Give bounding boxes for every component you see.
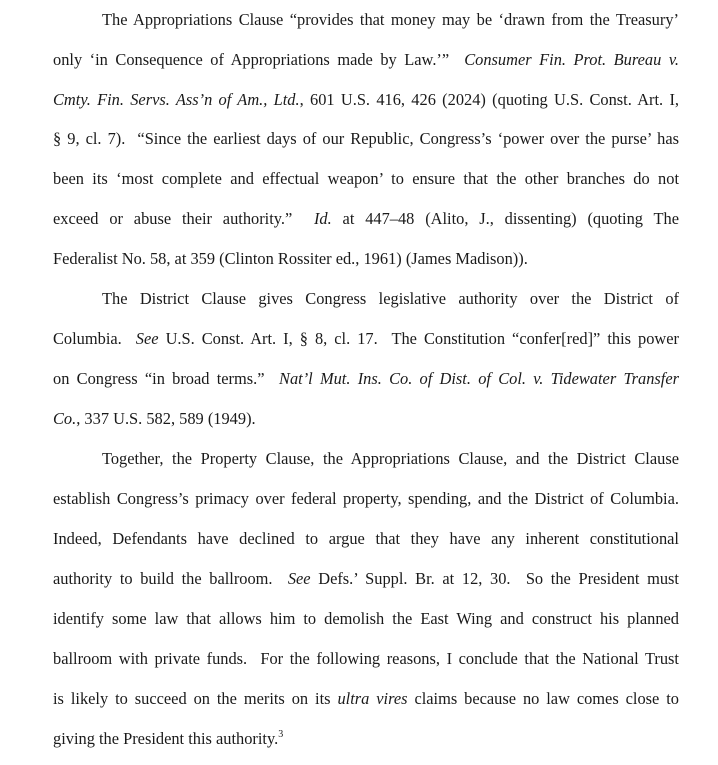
text-line [102,288,679,310]
text-line [53,168,679,190]
italic-citation-text: Nat’l Mut. Ins. Co. of Dist. of Col. v. Tidewater Transfer [279,369,680,388]
text-line [102,9,679,31]
italic-citation-text: See [135,329,159,348]
body-text: , 601 U.S. 416, 426 (2024) (quoting U.S. Const. Art. I, [299,90,679,109]
body-text: Federalist No. 58, at 359 (Clinton Rossiter ed., 1961) (James Madison)). [53,249,528,268]
body-text: on Congress “in broad terms.” [53,369,280,388]
text-line [53,568,679,590]
text-line [53,49,679,71]
body-text: at 447–48 (Alito, J., dissenting) (quoting The [331,209,679,228]
text-line [53,89,679,111]
italic-citation-text: ultra vires [337,689,408,708]
text-line [53,488,679,510]
body-text: identify some law that allows him to demolish the East Wing and construct his planned [53,609,679,628]
text-line [53,408,679,430]
italic-citation-text: Id. [313,209,332,228]
body-text: Defs.’ Suppl. Br. at 12, 30. So the President must [310,569,679,588]
body-text: claims because no law comes close to [407,689,679,708]
text-line [53,328,679,350]
body-text: authority to build the ballroom. [53,569,288,588]
body-text: The District Clause gives Congress legislative authority over the District of [102,289,679,308]
text-line [53,128,679,150]
text-line [53,528,679,550]
body-text: been its ‘most complete and effectual weapon’ to ensure that the other branches do not [53,169,679,188]
text-line [53,608,679,630]
text-line [102,448,679,470]
text-line [53,648,679,670]
body-text: Indeed, Defendants have declined to argue that they have any inherent constitutional [53,529,679,548]
italic-citation-text: Consumer Fin. Prot. Bureau v. [464,50,679,69]
body-text: Columbia. [53,329,136,348]
text-line [53,208,679,230]
footnote-marker: 3 [278,729,284,740]
body-text: is likely to succeed on the merits on its [53,689,338,708]
italic-citation-text: Co. [53,409,77,428]
body-text: ballroom with private funds. For the following reasons, I conclude that the National Trust [53,649,679,668]
body-text: establish Congress’s primacy over federal property, spending, and the District of Columbia. [53,489,679,508]
italic-citation-text: See [287,569,311,588]
body-text: § 9, cl. 7). “Since the earliest days of our Republic, Congress’s ‘power over the purse’ has [53,129,679,148]
body-text: only ‘in Consequence of Appropriations made by Law.’” [53,50,465,69]
body-text: exceed or abuse their authority.” [53,209,314,228]
text-line [53,728,679,750]
body-text: , 337 U.S. 582, 589 (1949). [76,409,256,428]
body-text: The Appropriations Clause “provides that money may be ‘drawn from the Treasury’ [102,10,679,29]
text-line [53,248,679,270]
text-line [53,368,679,390]
text-line [53,688,679,710]
italic-citation-text: Cmty. Fin. Servs. Ass’n of Am., Ltd. [53,90,300,109]
body-text: giving the President this authority. [53,729,279,748]
body-text: Together, the Property Clause, the Appropriations Clause, and the District Clause [102,449,679,468]
body-text: U.S. Const. Art. I, § 8, cl. 17. The Constitution “confer[red]” this power [158,329,679,348]
